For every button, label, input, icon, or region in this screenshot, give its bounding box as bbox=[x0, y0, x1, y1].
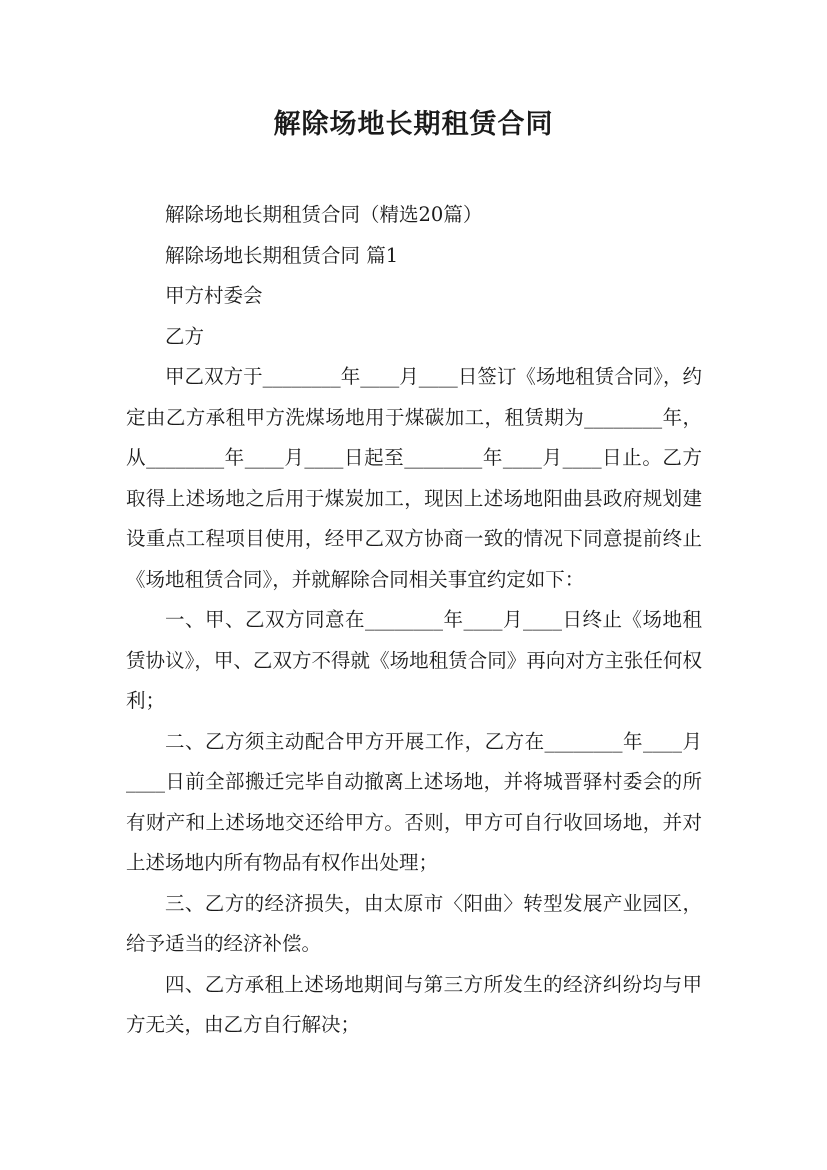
subtitle-paragraph: 解除场地长期租赁合同（精选20篇） bbox=[165, 203, 483, 226]
clause-2-paragraph: 二、乙方须主动配合甲方开展工作，乙方在________年____月____日前全部搬迁完毕自动撤离上述场地，并将城晋驿村委会的所有财产和上述场地交还给甲方。否则，甲方可自行收回场地，并对上述场地内所有物品有权作出处理； bbox=[126, 729, 702, 874]
clause-3-paragraph: 三、乙方的经济损失，由太原市〈阳曲〉转型发展产业园区，给予适当的经济补偿。 bbox=[126, 891, 702, 955]
document-title: 解除场地长期租赁合同 bbox=[273, 109, 554, 140]
clause-1-paragraph: 一、甲、乙双方同意在________年____月____日终止《场地租赁协议》，甲、乙双方不得就《场地租赁合同》再向对方主张任何权利； bbox=[126, 608, 702, 712]
clause-4-paragraph: 四、乙方承租上述场地期间与第三方所发生的经济纠纷均与甲方无关，由乙方自行解决； bbox=[126, 972, 702, 1036]
party-a-line: 甲方村委会 bbox=[165, 284, 263, 307]
party-b-line: 乙方 bbox=[165, 324, 205, 348]
section-heading: 解除场地长期租赁合同 篇1 bbox=[165, 243, 399, 267]
preamble-paragraph: 甲乙双方于________年____月____日签订《场地租赁合同》，约定由乙方承租甲方洗煤场地用于煤碳加工，租赁期为________年，从________年____月____日起至________年____月____日止。乙方取得上述场地之后用于煤炭加工，现因上述场地阳曲县政府规划建设重点工程项目使用，经甲乙双方协商一致的情况下同意提前终止《场地租赁合同》，并就解除合同相关事宜约定如下： bbox=[126, 365, 702, 591]
document-body bbox=[126, 195, 702, 1046]
